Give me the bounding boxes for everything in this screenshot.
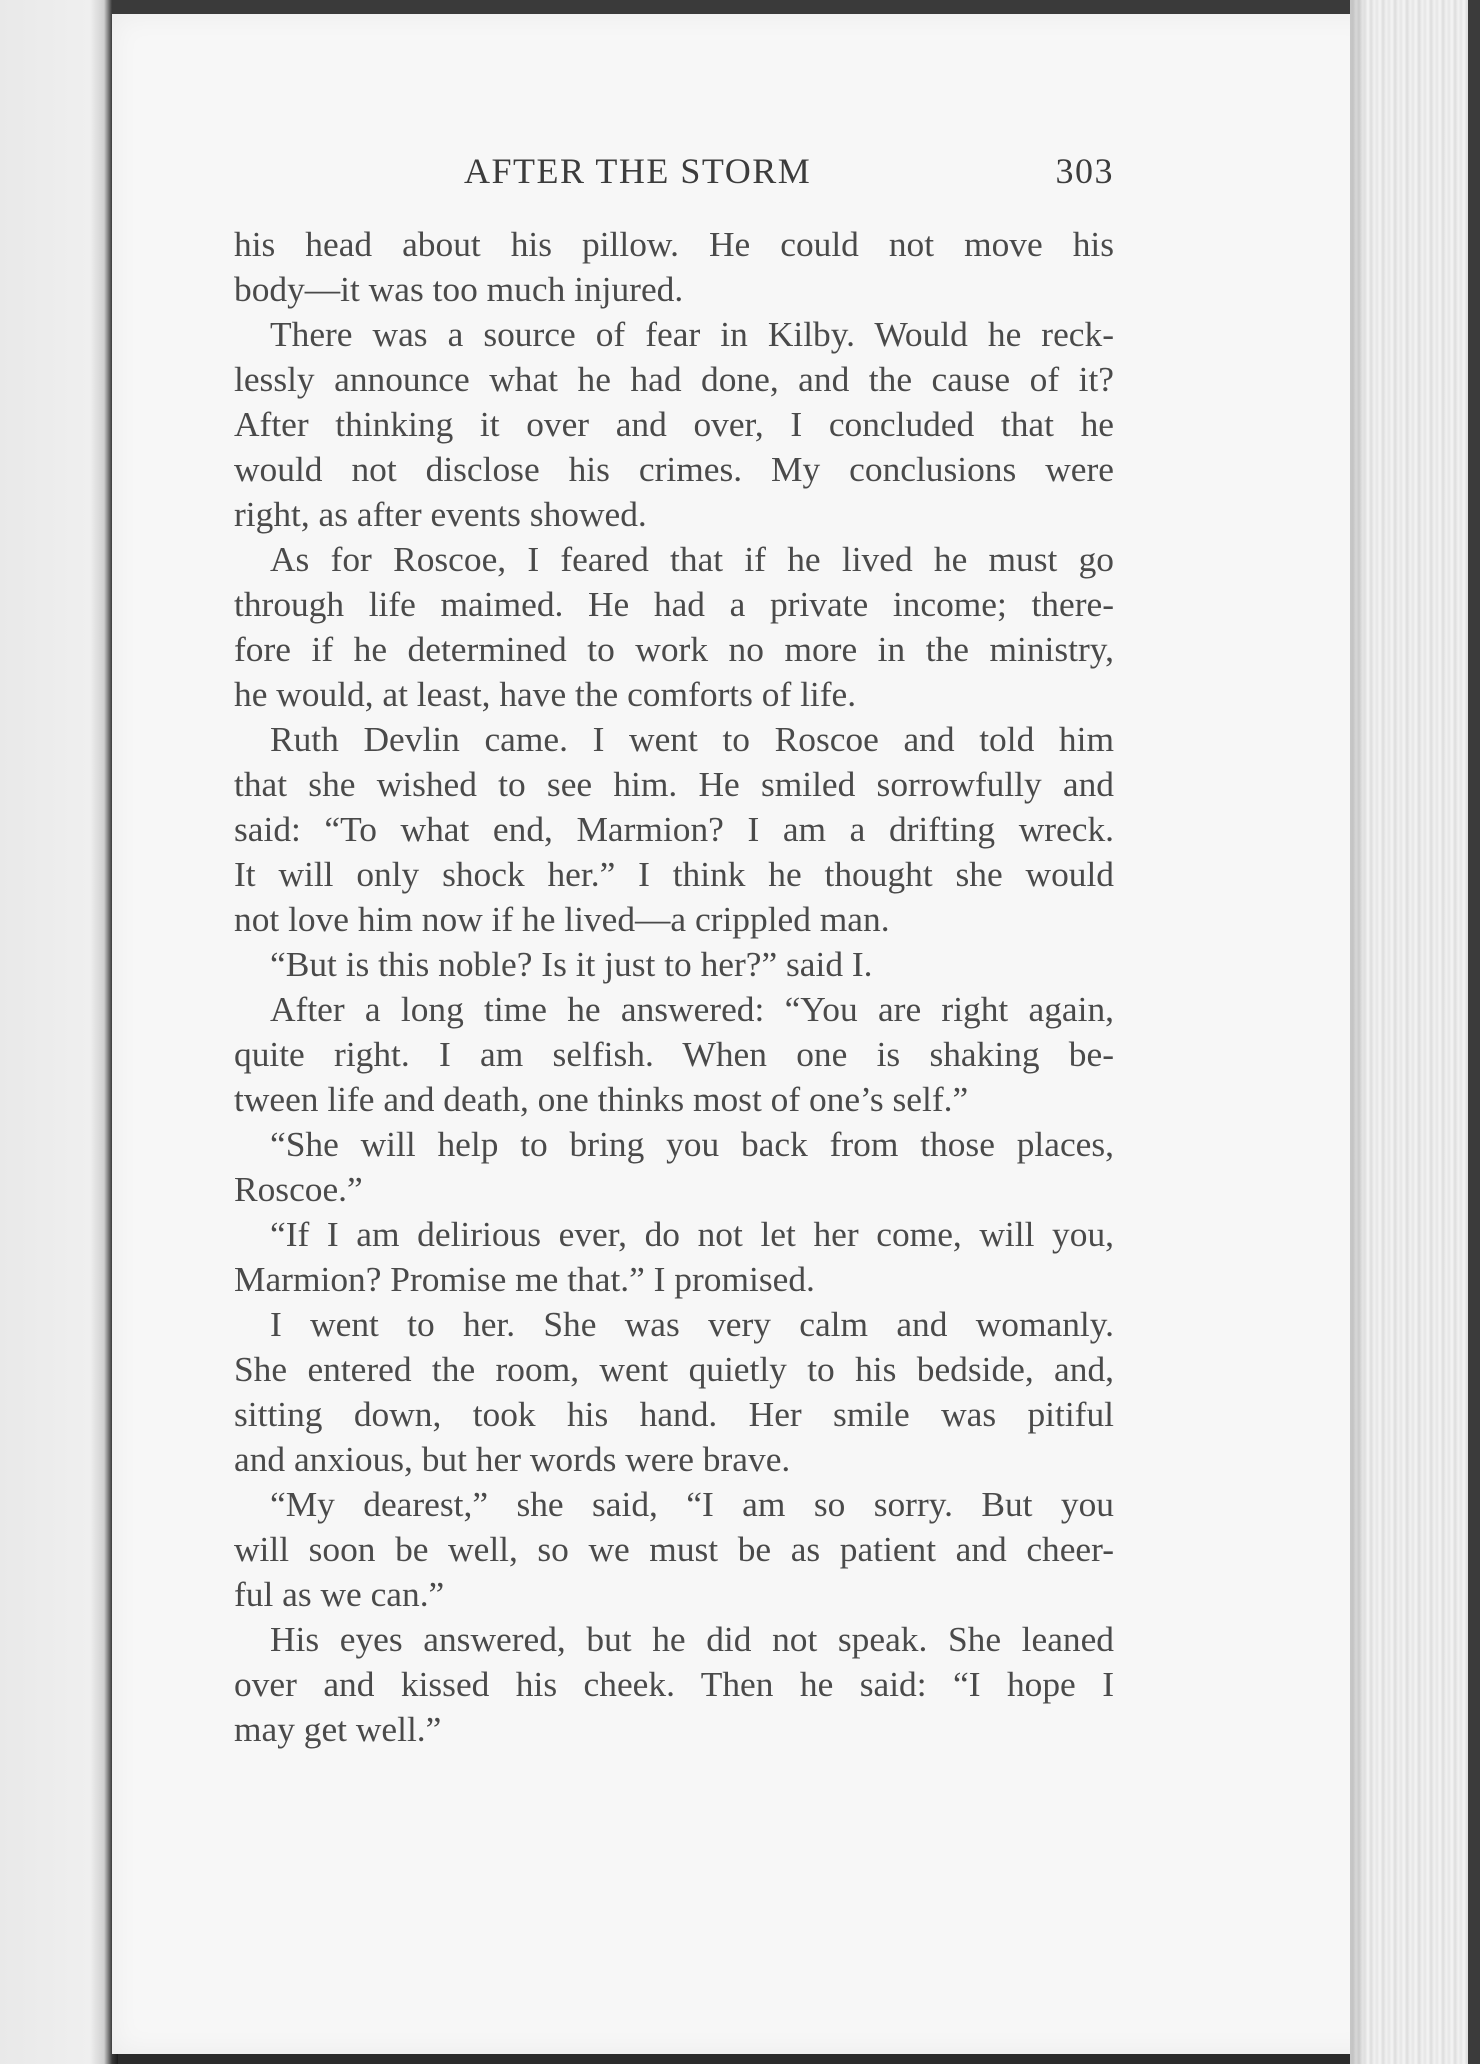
text-line: “She will help to bring you back from those places, <box>270 1124 1114 1164</box>
text-line: After thinking it over and over, I concluded that he <box>234 404 1114 444</box>
text-line: It will only shock her.” I think he thought she would <box>234 854 1114 894</box>
book-gutter <box>0 0 118 2064</box>
text-line: “But is this noble? Is it just to her?” said I. <box>270 944 873 984</box>
text-line: “My dearest,” she said, “I am so sorry. But you <box>270 1484 1114 1524</box>
running-head: AFTER THE STORM <box>464 151 812 191</box>
text-line: ful as we can.” <box>234 1574 445 1614</box>
text-line: After a long time he answered: “You are right again, <box>270 989 1114 1029</box>
text-line: sitting down, took his hand. Her smile was pitiful <box>234 1394 1114 1434</box>
text-line: he would, at least, have the comforts of life. <box>234 674 857 714</box>
text-line: would not disclose his crimes. My conclusions were <box>234 449 1114 489</box>
text-line: She entered the room, went quietly to his bedside, and, <box>234 1349 1114 1389</box>
text-line: may get well.” <box>234 1709 442 1749</box>
page-block-edges <box>1350 0 1480 2064</box>
page-header <box>234 150 1114 200</box>
text-line: that she wished to see him. He smiled sorrowfully and <box>234 764 1114 804</box>
text-line: quite right. I am selfish. When one is shaking be- <box>234 1034 1114 1074</box>
text-line: not love him now if he lived—a crippled man. <box>234 899 890 939</box>
text-line: his head about his pillow. He could not move his <box>234 224 1114 264</box>
text-line: Ruth Devlin came. I went to Roscoe and told him <box>270 719 1114 759</box>
text-line: Marmion? Promise me that.” I promised. <box>234 1259 815 1299</box>
text-line: lessly announce what he had done, and the cause of it? <box>234 359 1114 399</box>
text-line: I went to her. She was very calm and womanly. <box>270 1304 1114 1344</box>
scan-right-border <box>1468 0 1480 2064</box>
text-line: As for Roscoe, I feared that if he lived he must go <box>270 539 1114 579</box>
text-line: said: “To what end, Marmion? I am a drifting wreck. <box>234 809 1114 849</box>
text-line: Roscoe.” <box>234 1169 363 1209</box>
text-line: over and kissed his cheek. Then he said: “I hope I <box>234 1664 1114 1704</box>
text-line: There was a source of fear in Kilby. Would he reck- <box>270 314 1114 354</box>
text-line: “If I am delirious ever, do not let her come, will you, <box>270 1214 1114 1254</box>
scan-top-border <box>112 0 1480 14</box>
text-line: will soon be well, so we must be as patient and cheer- <box>234 1529 1114 1569</box>
body-text <box>234 222 1114 1752</box>
text-line: right, as after events showed. <box>234 494 647 534</box>
text-line: tween life and death, one thinks most of one’s self.” <box>234 1079 969 1119</box>
text-line: His eyes answered, but he did not speak. She leaned <box>270 1619 1114 1659</box>
text-line: through life maimed. He had a private income; there- <box>234 584 1114 624</box>
text-line: body—it was too much injured. <box>234 269 684 309</box>
page-number: 303 <box>1055 151 1114 191</box>
text-line: fore if he determined to work no more in the ministry, <box>234 629 1114 669</box>
page-edge-shadow <box>1350 0 1368 2064</box>
text-line: and anxious, but her words were brave. <box>234 1439 791 1479</box>
